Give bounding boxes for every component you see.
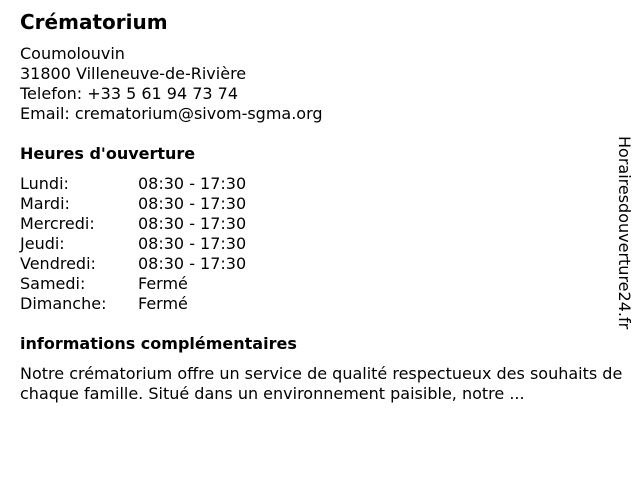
- hours-day: Mardi:: [20, 194, 70, 213]
- hours-row-sunday: [20, 294, 320, 314]
- hours-day: Dimanche:: [20, 294, 107, 313]
- hours-time: Fermé: [138, 294, 188, 313]
- hours-time: 08:30 - 17:30: [138, 174, 247, 193]
- hours-day: Vendredi:: [20, 254, 96, 273]
- hours-time: 08:30 - 17:30: [138, 234, 247, 253]
- phone-line: Telefon: +33 5 61 94 73 74: [20, 84, 239, 103]
- email-line: Email: crematorium@sivom-sgma.org: [20, 104, 323, 123]
- hours-row-monday: [20, 174, 320, 194]
- hours-row-saturday: [20, 274, 320, 294]
- hours-time: 08:30 - 17:30: [138, 254, 247, 273]
- hours-row-thursday: [20, 234, 320, 254]
- hours-time: 08:30 - 17:30: [138, 214, 247, 233]
- additional-info-heading: informations complémentaires: [20, 334, 297, 353]
- hours-day: Samedi:: [20, 274, 86, 293]
- opening-hours-heading: Heures d'ouverture: [20, 144, 196, 163]
- hours-day: Lundi:: [20, 174, 69, 193]
- hours-row-wednesday: [20, 214, 320, 234]
- site-watermark: Horairesdouverture24.fr: [615, 136, 634, 330]
- hours-time: 08:30 - 17:30: [138, 194, 247, 213]
- address-street: Coumolouvin: [20, 44, 125, 63]
- hours-time: Fermé: [138, 274, 188, 293]
- address-city: 31800 Villeneuve-de-Rivière: [20, 64, 247, 83]
- hours-day: Mercredi:: [20, 214, 95, 233]
- place-title: Crématorium: [20, 10, 168, 34]
- additional-info-text: Notre crématorium offre un service de qualité respectueux des souhaits de chaque famille. Situé dans un environnement paisible, notre ...: [20, 364, 623, 403]
- hours-day: Jeudi:: [20, 234, 65, 253]
- hours-row-tuesday: [20, 194, 320, 214]
- hours-row-friday: [20, 254, 320, 274]
